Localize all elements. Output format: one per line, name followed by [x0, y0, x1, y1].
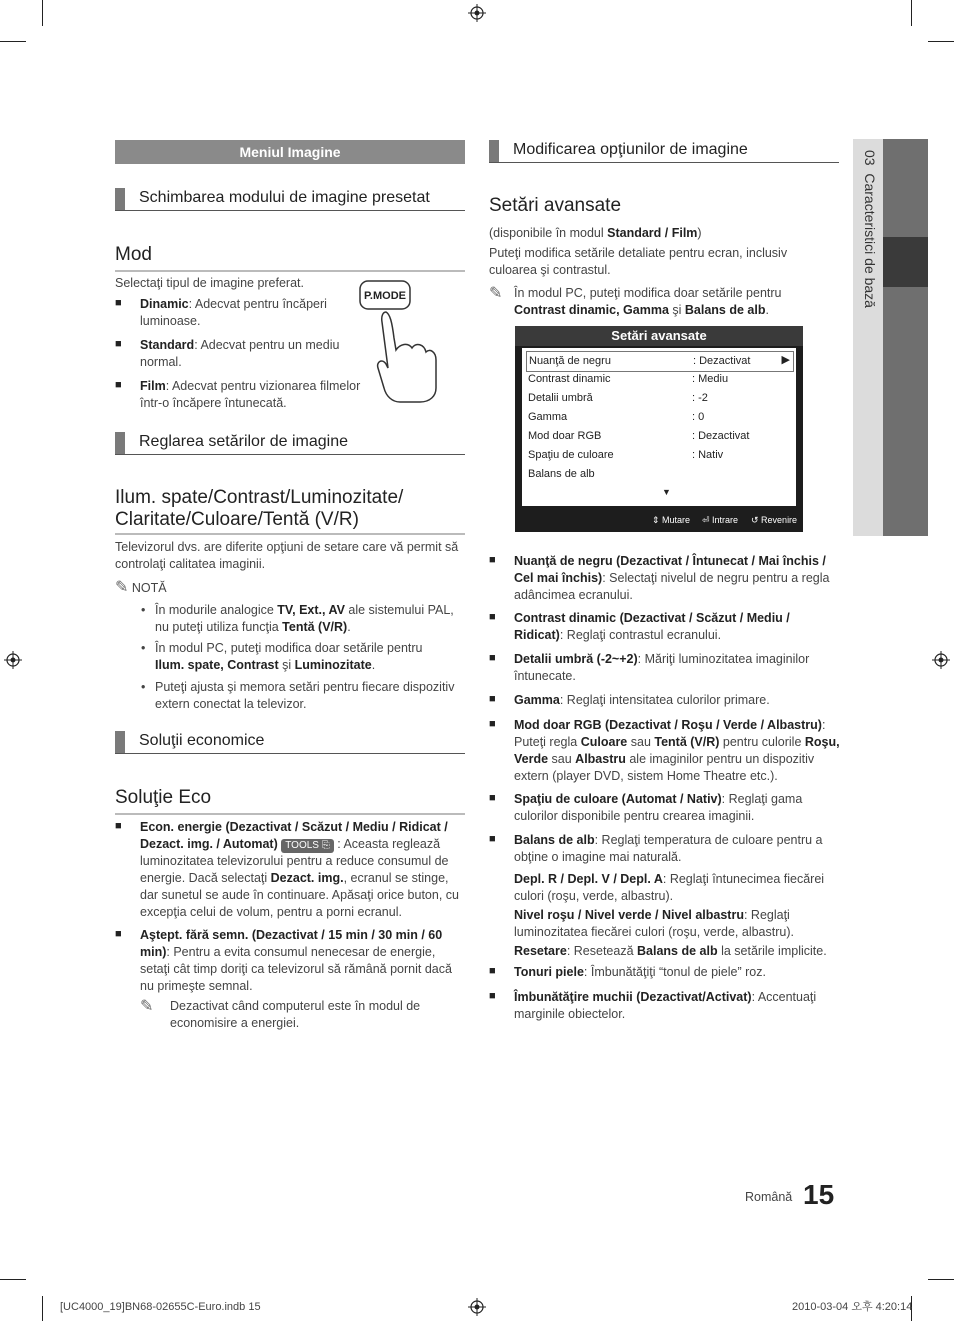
list-item: ■ Mod doar RGB (Dezactivat / Roşu / Verde / Albastru): Puteţi regla Culoare sau Tentă (V/R) pentru culorile Roşu, Verde sau Albastru ale imaginilor pentru un dispozitiv extern (player DVD, sistem Home Theatre etc.).: [489, 717, 844, 785]
availability-text: (disponibile în modul Standard / Film): [489, 226, 702, 240]
tools-badge: TOOLS ⎘: [281, 839, 334, 853]
crop-mark: [42, 0, 43, 26]
subsection-heading: Soluţii economice: [115, 731, 465, 754]
list-item: ■ Aştept. fără semn. (Dezactivat / 15 min / 30 min / 60 min): Pentru a evita consumul nenecesar de energie, setaţi cât timp doriţi ca televizorul să rămână pornit dacă nu primeşte semnal.: [115, 927, 466, 995]
list-item: ■ Gamma: Reglaţi intensitatea culorilor primare.: [489, 692, 839, 709]
svg-text:P.MODE: P.MODE: [364, 290, 406, 302]
note: ✎ Dezactivat când computerul este în modul de economisire a energiei.: [140, 998, 421, 1030]
osd-row[interactable]: Gamma : 0: [528, 411, 705, 423]
section-heading: Ilum. spate/Contrast/Luminozitate/ Claritate/Culoare/Tentă (V/R): [115, 487, 465, 535]
osd-menu: [515, 326, 803, 532]
osd-row[interactable]: Contrast dinamic : Mediu: [528, 373, 729, 385]
list-item: ■ Nuanţă de negru (Dezactivat / Întunecat / Mai închis / Cel mai închis): Selectaţi nivelul de negru pentru a regla adâncimea ecranului.: [489, 553, 839, 604]
intro-text: Selectaţi tipul de imagine preferat.: [115, 276, 304, 290]
subsection-heading: Modificarea opţiunilor de imagine: [489, 140, 839, 163]
osd-panel: [522, 348, 796, 506]
note-item: • În modul PC, puteţi modifica doar setările pentru Ilum. spate, Contrast şi Luminozitate.: [137, 640, 455, 674]
crop-mark: [0, 41, 26, 42]
crop-mark: [42, 1296, 43, 1321]
crop-mark: [0, 1279, 26, 1280]
osd-title: Setări avansate: [515, 326, 803, 346]
paragraph: Puteţi modifica setările detaliate pentru ecran, inclusiv culoarea şi contrastul.: [489, 246, 788, 277]
sub-item: Resetare: Resetează Balans de alb la setările implicite.: [514, 944, 827, 958]
list-item: ■ Dinamic: Adecvat pentru încăperi luminoase.: [115, 296, 365, 330]
note-item: • În modurile analogice TV, Ext., AV ale sistemului PAL, nu puteţi utiliza funcţia Tentă (V/R).: [137, 602, 470, 636]
osd-row-selected[interactable]: Nuanţă de negru : Dezactivat ▶: [526, 351, 794, 372]
note-icon: ✎: [489, 285, 503, 302]
osd-row[interactable]: Balans de alb: [528, 468, 595, 480]
pmode-hand-icon: [356, 278, 446, 404]
note: ✎ În modul PC, puteţi modifica doar setările pentru Contrast dinamic, Gamma şi Balans de alb.: [489, 285, 782, 317]
section-heading: Setări avansate: [489, 195, 622, 216]
list-item: ■ Standard: Adecvat pentru un mediu normal.: [115, 337, 350, 371]
crop-mark: [928, 41, 954, 42]
page-number: 15: [803, 1179, 835, 1210]
crop-mark: [928, 1279, 954, 1280]
chapter-tab-label: 03 Caracteristici de bază: [862, 150, 878, 308]
enter-hint: ⏎ Intrare: [702, 515, 739, 525]
sub-item: Depl. R / Depl. V / Depl. A: Reglaţi întunecimea fiecărei culori (roşu, verde, albastru).: [514, 872, 825, 903]
section-banner: Meniul Imagine: [115, 140, 465, 164]
note-icon: ✎: [115, 579, 129, 596]
chapter-tab-bar: [883, 139, 928, 536]
note-item: • Puteţi ajusta şi memora setări pentru fiecare dispozitiv extern conectat la televizor.: [137, 679, 455, 713]
subsection-heading: Schimbarea modului de imagine presetat: [115, 188, 465, 211]
chapter-tab-marker: [883, 237, 928, 287]
osd-row[interactable]: Mod doar RGB : Dezactivat: [528, 430, 750, 442]
print-footer-file: [UC4000_19]BN68-02655C-Euro.indb 15: [60, 1301, 261, 1313]
move-hint: ⇕ Mutare: [652, 515, 691, 525]
print-footer-date: 2010-03-04 오후 4:20:14: [792, 1301, 913, 1313]
scroll-down-icon[interactable]: ▼: [662, 487, 671, 497]
section-heading: Mod: [115, 242, 465, 272]
list-item: ■ Film: Adecvat pentru vizionarea filmelor într-o încăpere întunecată.: [115, 378, 365, 412]
return-hint: ↺ Revenire: [751, 515, 798, 525]
list-item: ■ Detalii umbră (-2~+2): Măriţi luminozitatea imaginilor întunecate.: [489, 651, 839, 685]
page-language: Română: [745, 1190, 793, 1204]
arrow-right-icon: ▶: [781, 354, 790, 366]
section-heading: Soluţie Eco: [115, 785, 465, 815]
osd-footer: [515, 508, 803, 530]
registration-mark-icon: [468, 1298, 486, 1316]
registration-mark-icon: [4, 651, 22, 669]
subsection-heading: Reglarea setărilor de imagine: [115, 432, 465, 455]
registration-mark-icon: [468, 4, 486, 22]
sub-item: Nivel roşu / Nivel verde / Nivel albastru: Reglaţi luminozitatea fiecărei culori (roşu, verde, albastru).: [514, 908, 794, 939]
list-item: ■ Contrast dinamic (Dezactivat / Scăzut / Mediu / Ridicat): Reglaţi contrastul ecranului.: [489, 610, 839, 644]
list-item: ■ Tonuri piele: Îmbunătăţiţi “tonul de piele” roz.: [489, 964, 839, 981]
list-item: ■ Îmbunătăţire muchii (Dezactivat/Activat): Accentuaţi marginile obiectelor.: [489, 989, 839, 1023]
list-item: ■ Balans de alb: Reglaţi temperatura de culoare pentru a obţine o imagine mai naturală.: [489, 832, 839, 866]
list-item: ■ Econ. energie (Dezactivat / Scăzut / Mediu / Ridicat / Dezact. img. / Automat) TOOLS ⎘ : Aceasta reglează luminozitatea televizorului pentru a reduce consumul de energie. Dacă selectaţi Dezact. img., ecranul se stinge, dar sunetul se aude în continuare. Apăsaţi orice buton, cu excepţia celui de volum, pentru a porni ecranul.: [115, 819, 466, 920]
osd-row[interactable]: Detalii umbră : -2: [528, 392, 708, 404]
note-heading: ✎ NOTĂ: [115, 579, 167, 596]
crop-mark: [911, 0, 912, 26]
paragraph: Televizorul dvs. are diferite opţiuni de setare care vă permit să controlaţi calitatea imaginii.: [115, 540, 459, 571]
list-item: ■ Spaţiu de culoare (Automat / Nativ): Reglaţi gama culorilor disponibile pentru crearea imaginii.: [489, 791, 839, 825]
note-icon: ✎: [140, 998, 154, 1015]
osd-row[interactable]: Spaţiu de culoare : Nativ: [528, 449, 724, 461]
registration-mark-icon: [932, 651, 950, 669]
